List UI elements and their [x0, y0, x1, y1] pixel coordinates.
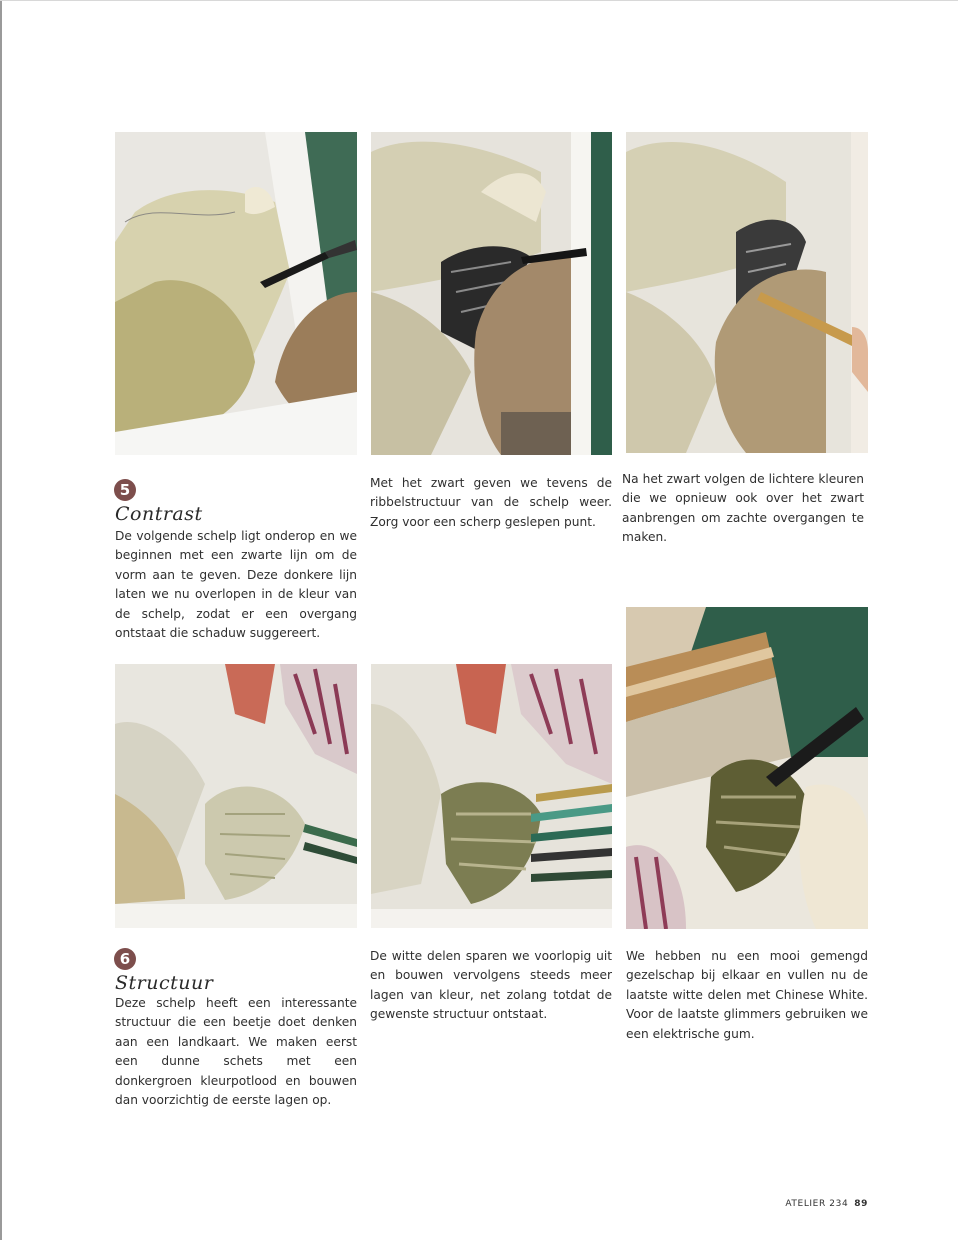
magazine-name: ATELIER 234: [785, 1199, 849, 1209]
photo-caption: Na het zwart volgen de lichtere kleuren die we opnieuw ook over het zwart aanbrengen om zachte overgangen te maken.: [622, 472, 864, 545]
page-edge-top: [0, 0, 958, 1]
page-number: 89: [854, 1199, 868, 1209]
photo-step5-ribbed: [371, 132, 612, 455]
step-intro-text: Deze schelp heeft een interessante structuur die een beetje doet denken aan een landkaart. We maken eerst een dunne schets met een donkergroen kleurpotlood en bouwen dan voorzichtig de eerste lagen op.: [115, 996, 357, 1108]
photo-caption: De witte delen sparen we voorlopig uit en bouwen vervolgens steeds meer lagen van kleur, net zolang totdat de gewenste structuur ontstaat.: [370, 949, 612, 1022]
step-number-badge: 6: [114, 948, 136, 970]
step-title: Structuur: [115, 972, 214, 994]
photo-caption: We hebben nu een mooi gemengd gezelschap bij elkaar en vullen nu de laatste witte delen met Chinese White. Voor de laatste glimmers gebruiken we een elektrische gum.: [626, 949, 868, 1041]
page-footer: [785, 1199, 868, 1209]
photo-step6-sketch: [115, 664, 357, 928]
step-intro-text: De volgende schelp ligt onderop en we beginnen met een zwarte lijn om de vorm aan te geven. Deze donkere lijn laten we nu overlopen in de kleur van de schelp, zodat er een overgang ontstaat die schaduw suggereert.: [115, 529, 357, 641]
photo-step5-light-colors: [626, 132, 868, 453]
photo-step5-outline: [115, 132, 357, 455]
photo-caption: Met het zwart geven we tevens de ribbelstructuur van de schelp weer. Zorg voor een scherp geslepen punt.: [370, 476, 612, 529]
step-title: Contrast: [115, 503, 203, 525]
page-edge: [0, 0, 2, 1240]
photo-step6-finishing: [626, 607, 868, 929]
photo-step6-layers: [371, 664, 612, 928]
step-number-badge: 5: [114, 479, 136, 501]
